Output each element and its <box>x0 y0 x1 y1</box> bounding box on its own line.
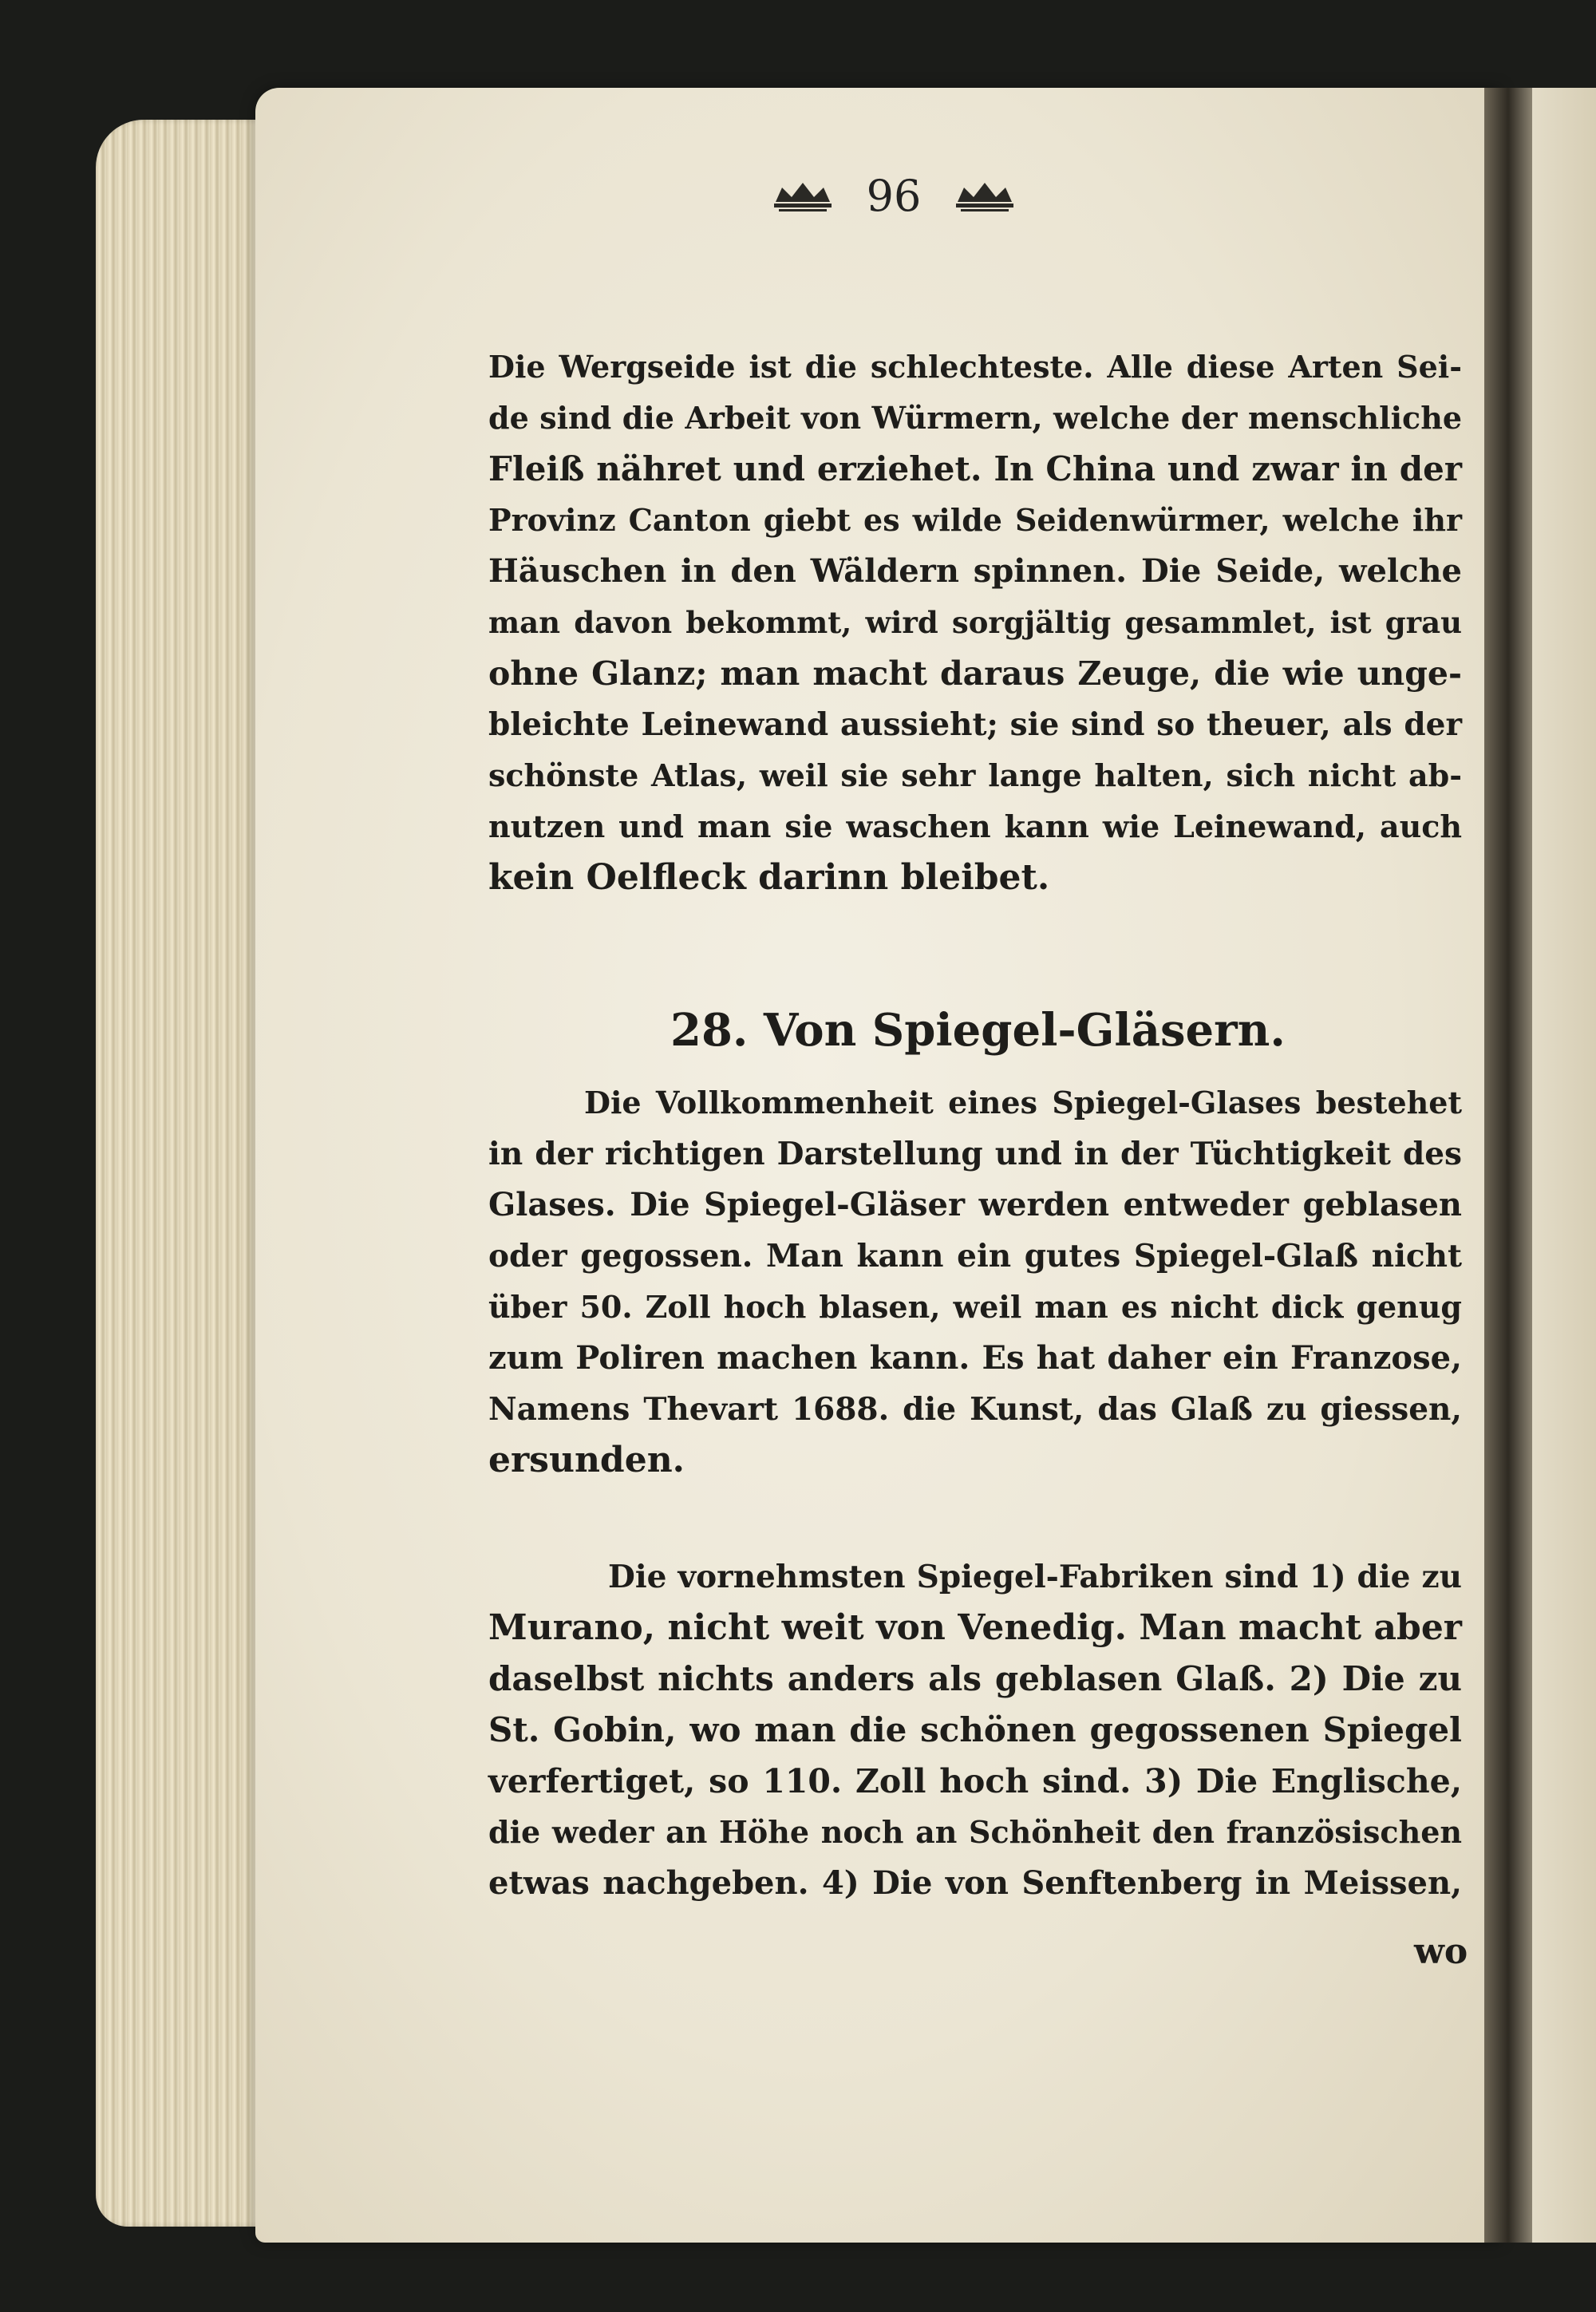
text-line: oder gegossen. Man kann ein gutes Spiegel-Glaß nicht <box>488 1238 1462 1275</box>
text-line: Murano, nicht weit von Venedig. Man macht aber <box>488 1607 1462 1648</box>
text-line: Die Wergseide ist die schlechteste. Alle diese Arten Sei- <box>488 349 1462 385</box>
section-heading: 28. Von Spiegel-Gläsern. <box>670 1004 1286 1057</box>
paragraph-silk <box>488 342 1462 903</box>
paragraph-factories <box>488 1551 1462 1909</box>
text-line: über 50. Zoll hoch blasen, weil man es nicht dick genug <box>488 1289 1462 1325</box>
text-line: zum Poliren machen kann. Es hat daher ein Franzose, <box>488 1339 1462 1377</box>
page-number: 96 <box>866 170 922 221</box>
text-line: kein Oelfleck darinn bleibet. <box>488 857 1050 898</box>
text-line: schönste Atlas, weil sie sehr lange halten, sich nicht ab- <box>488 757 1462 793</box>
crown-ornament-icon <box>953 178 1017 213</box>
text-line: Fleiß nähret und erziehet. In China und zwar in der <box>488 449 1462 488</box>
text-line: in der richtigen Darstellung und in der Tüchtigkeit des <box>488 1136 1462 1172</box>
crown-ornament-icon <box>771 178 835 213</box>
text-line: verfertiget, so 110. Zoll hoch sind. 3) Die Englische, <box>488 1762 1462 1800</box>
facing-page-edge <box>1532 88 1596 2243</box>
text-line: de sind die Arbeit von Würmern, welche der menschliche <box>488 400 1462 436</box>
paragraph-mirror-glass <box>488 1077 1462 1486</box>
text-line: etwas nachgeben. 4) Die von Senftenberg in Meissen, <box>488 1864 1462 1902</box>
text-line: Häuschen in den Wäldern spinnen. Die Seide, welche <box>488 552 1462 590</box>
catchword: wo <box>1414 1931 1468 1972</box>
page-header <box>654 164 1133 227</box>
text-line: daselbst nichts anders als geblasen Glaß. 2) Die zu <box>488 1659 1462 1698</box>
book-gutter <box>1484 88 1532 2243</box>
text-line: St. Gobin, wo man die schönen gegossenen Spiegel <box>488 1710 1462 1749</box>
text-line: nutzen und man sie waschen kann wie Leinewand, auch <box>488 808 1462 844</box>
text-line: Namens Thevart 1688. die Kunst, das Glaß zu giessen, <box>488 1391 1462 1428</box>
page-edges <box>96 120 279 2227</box>
text-line: Provinz Canton giebt es wilde Seidenwürmer, welche ihr <box>488 502 1462 538</box>
text-line: ersunden. <box>488 1440 685 1480</box>
text-line: man davon bekommt, wird sorgjältig gesammlet, ist grau <box>488 605 1462 640</box>
text-line: die weder an Höhe noch an Schönheit den französischen <box>488 1814 1462 1850</box>
text-line: ohne Glanz; man macht daraus Zeuge, die wie unge- <box>488 654 1462 693</box>
text-line: Glases. Die Spiegel-Gläser werden entweder geblasen <box>488 1186 1462 1223</box>
text-line: bleichte Leinewand aussieht; sie sind so theuer, als der <box>488 706 1462 743</box>
text-line: Die vornehmsten Spiegel-Fabriken sind 1) die zu <box>608 1559 1462 1595</box>
text-line: Die Vollkommenheit eines Spiegel-Glases bestehet <box>584 1085 1462 1120</box>
